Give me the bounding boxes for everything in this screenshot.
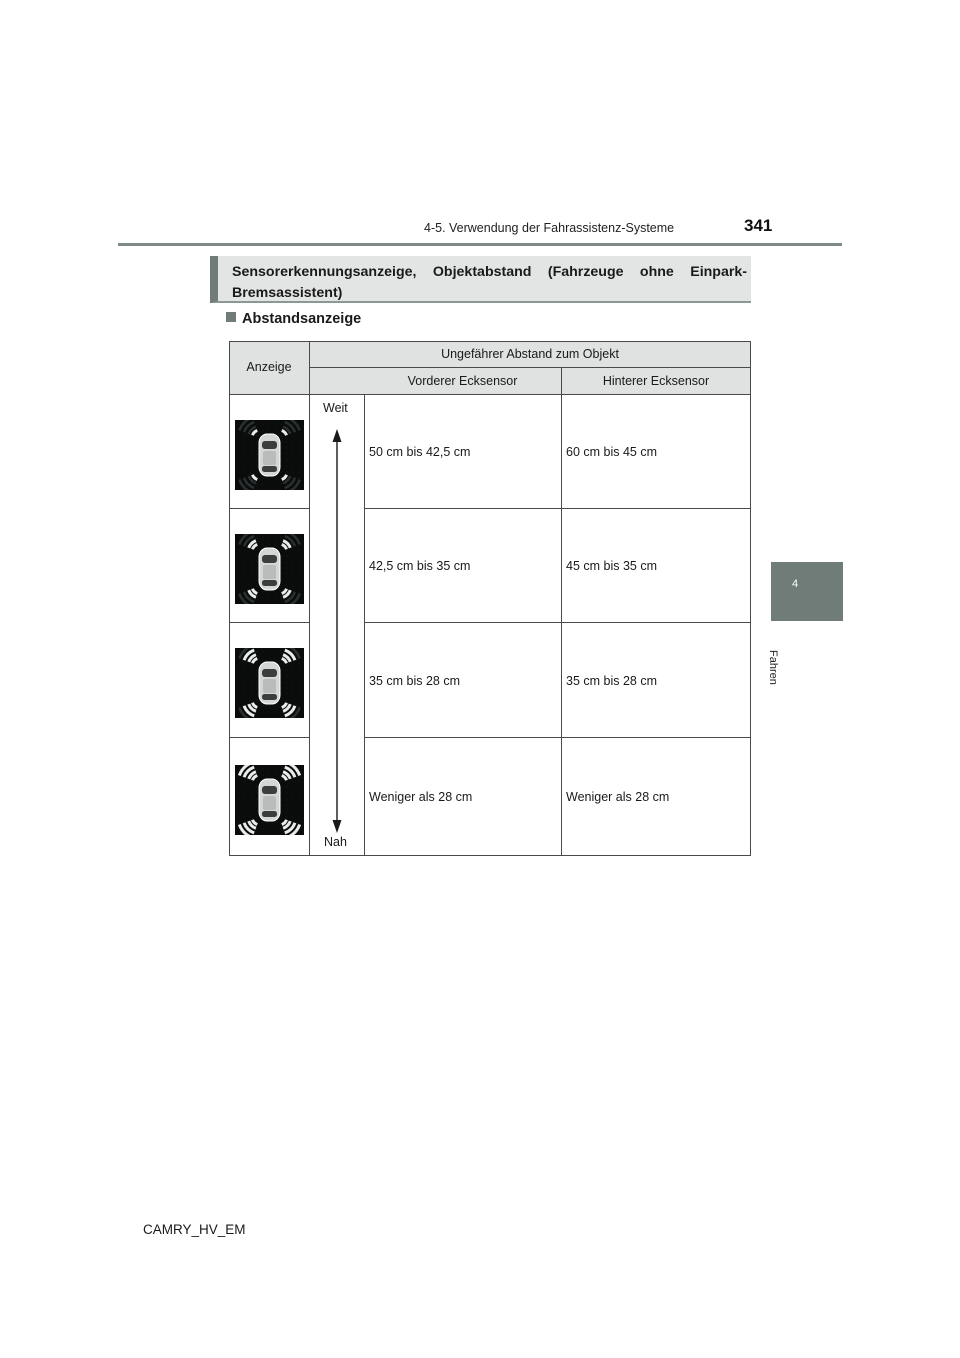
header-section-title: 4-5. Verwendung der Fahrassistenz-Systeme (424, 221, 675, 235)
table-rule (364, 622, 751, 623)
footer-model-code: CAMRY_HV_EM (143, 1222, 246, 1237)
page-number: 341 (744, 216, 773, 235)
table-rule (229, 394, 751, 395)
section-title: Sensorerkennungsanzeige, Objektabstand (Fahrzeuge ohne Einpark-Bremsassistent) (232, 264, 747, 301)
table-rule (561, 367, 562, 856)
sensor-display-icon (235, 534, 304, 604)
section-title-box (210, 256, 751, 303)
chapter-tab (771, 562, 843, 621)
front-sensor-distance: Weniger als 28 cm (369, 790, 473, 804)
subheading (226, 311, 361, 327)
table-rule (364, 737, 751, 738)
table-border-top (229, 341, 751, 342)
table-rule (309, 367, 751, 368)
table-rule (309, 341, 310, 856)
header-display: Anzeige (246, 360, 292, 374)
sensor-display-icon (235, 420, 304, 490)
table-rule (364, 508, 751, 509)
rear-sensor-distance: 35 cm bis 28 cm (566, 674, 658, 688)
chapter-number: 4 (792, 578, 799, 590)
sensor-display-icon (235, 765, 304, 835)
front-sensor-distance: 50 cm bis 42,5 cm (369, 445, 471, 459)
table-rule (229, 737, 309, 738)
distance-arrow-icon (328, 429, 346, 833)
header-rule (118, 243, 842, 246)
table-border-right (750, 341, 751, 856)
front-sensor-distance: 35 cm bis 28 cm (369, 674, 461, 688)
subheading-text: Abstandsanzeige (242, 311, 362, 327)
distance-table (229, 341, 751, 856)
header-front-sensor: Vorderer Ecksensor (407, 374, 518, 388)
table-rule (229, 622, 309, 623)
rear-sensor-distance: 60 cm bis 45 cm (566, 445, 658, 459)
table-border-bottom (229, 855, 751, 856)
chapter-label: Fahren (767, 650, 779, 685)
table-rule (229, 508, 309, 509)
square-bullet-icon (226, 312, 236, 322)
sensor-display-icon (235, 648, 304, 718)
table-rule (364, 394, 365, 856)
table-border-left (229, 341, 230, 856)
arrow-label-far: Weit (323, 401, 348, 415)
header-rear-sensor: Hinterer Ecksensor (602, 374, 710, 388)
rear-sensor-distance: Weniger als 28 cm (566, 790, 670, 804)
arrow-label-near: Nah (324, 835, 347, 849)
rear-sensor-distance: 45 cm bis 35 cm (566, 559, 658, 573)
header-distance-group: Ungefährer Abstand zum Objekt (441, 347, 619, 361)
front-sensor-distance: 42,5 cm bis 35 cm (369, 559, 471, 573)
